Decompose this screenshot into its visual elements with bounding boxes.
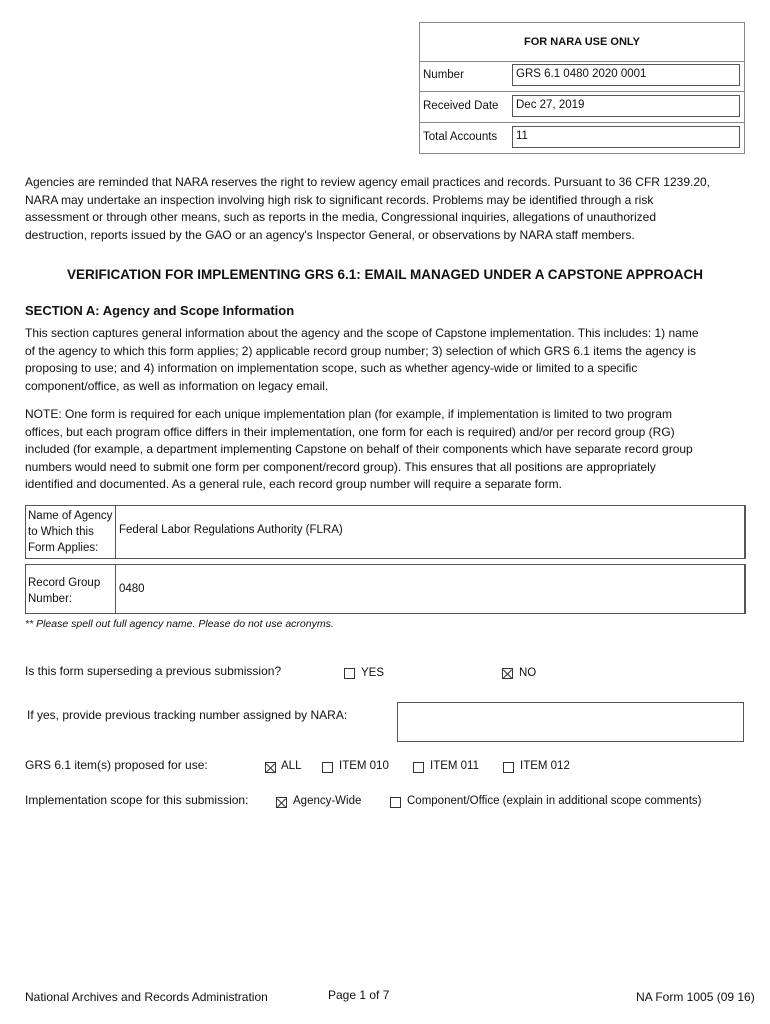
nara-row-received-date	[420, 92, 744, 123]
item-all-checkbox[interactable]	[265, 762, 276, 773]
supersede-yes-label: YES	[361, 667, 385, 679]
tracking-number-label: If yes, provide previous tracking number assigned by NARA:	[27, 708, 348, 722]
spell-out-note: ** Please spell out full agency name. Please do not use acronyms.	[25, 618, 334, 630]
total-accounts-field[interactable]: 11	[512, 126, 740, 148]
supersede-no-checkbox[interactable]	[502, 668, 513, 679]
scope-component-checkbox[interactable]	[390, 797, 401, 808]
item-012-checkbox[interactable]	[503, 762, 514, 773]
footer-form-number: NA Form 1005 (09 16)	[636, 990, 755, 1004]
nara-row-number	[420, 61, 744, 92]
item-012-label: ITEM 012	[520, 760, 570, 772]
item-011-label: ITEM 011	[430, 760, 479, 772]
intro-paragraph	[25, 174, 747, 244]
description-line: This section captures general information about the agency and the scope of Capstone implementation. This includes: 1) name	[25, 326, 699, 340]
item-010-checkbox[interactable]	[322, 762, 333, 773]
section-a-note	[25, 406, 747, 494]
scope-component-label: Component/Office (explain in additional scope comments)	[407, 795, 702, 807]
agency-label-line: Form Applies:	[28, 542, 99, 554]
section-a-description	[25, 325, 747, 395]
received-date-field[interactable]: Dec 27, 2019	[512, 95, 740, 117]
note-line: NOTE: One form is required for each unique implementation plan (for example, if implementation is limited to two program	[25, 407, 672, 421]
scope-agency-wide-checkbox[interactable]	[276, 797, 287, 808]
scope-label: Implementation scope for this submission:	[25, 793, 249, 807]
form-title: VERIFICATION FOR IMPLEMENTING GRS 6.1: EMAIL MANAGED UNDER A CAPSTONE APPROACH	[66, 267, 704, 282]
item-011-checkbox[interactable]	[413, 762, 424, 773]
intro-line: assessment or through other means, such as reports in the media, Congressional inquiries, allegations of unauthorized	[25, 210, 657, 224]
number-label: Number	[423, 69, 464, 81]
intro-line: Agencies are reminded that NARA reserves the right to review agency email practices and records. Pursuant to 36 CFR 1239.20,	[25, 175, 711, 189]
agency-name-field[interactable]: Federal Labor Regulations Authority (FLRA)	[115, 505, 746, 559]
note-line: numbers would need to submit one form per component/record group). This ensures that all positions are appropriately	[25, 459, 656, 474]
record-group-block	[25, 564, 745, 614]
description-line: proposing to use; and 4) information on implementation scope, such as whether agency-wide or limited to a specific	[25, 361, 638, 375]
number-field[interactable]: GRS 6.1 0480 2020 0001	[512, 64, 740, 86]
rg-label-line: Record Group	[28, 577, 101, 589]
supersede-yes-checkbox[interactable]	[344, 668, 355, 679]
supersede-no-label: NO	[519, 667, 537, 679]
agency-name-label	[28, 508, 112, 556]
scope-agency-wide-label: Agency-Wide	[293, 795, 362, 807]
nara-row-total-accounts	[420, 123, 744, 153]
nara-box-title: FOR NARA USE ONLY	[420, 23, 744, 62]
section-a-heading: SECTION A: Agency and Scope Information	[25, 303, 295, 318]
agency-label-line: to Which this	[28, 526, 94, 538]
nara-use-only-box	[419, 22, 745, 154]
description-line: of the agency to which this form applies; 2) applicable record group number; 3) selection of which GRS 6.1 items the agency is	[25, 343, 697, 358]
record-group-field[interactable]: 0480	[115, 564, 746, 614]
note-line: included (for example, a department implementing Capstone on behalf of their components which have separate record group	[25, 442, 693, 456]
agency-label-line: Name of Agency	[28, 510, 113, 522]
description-line: component/office, as well as information on legacy email.	[25, 378, 329, 393]
item-010-label: ITEM 010	[339, 760, 389, 772]
tracking-number-field[interactable]	[397, 702, 744, 742]
intro-line: NARA may undertake an inspection involving high risk to significant records. Problems may be identified through a risk	[25, 192, 654, 207]
footer-organization: National Archives and Records Administration	[25, 990, 268, 1004]
agency-name-block	[25, 505, 745, 559]
total-accounts-label: Total Accounts	[423, 131, 498, 143]
grs-items-label: GRS 6.1 item(s) proposed for use:	[25, 758, 208, 772]
intro-line: destruction, reports issued by the GAO or an agency's Inspector General, or observations by NARA staff members.	[25, 227, 635, 242]
record-group-label	[28, 575, 100, 607]
received-date-label: Received Date	[423, 100, 499, 112]
footer-page-number: Page 1 of 7	[328, 988, 390, 1002]
item-all-label: ALL	[281, 760, 302, 772]
supersede-question: Is this form superseding a previous submission?	[25, 664, 282, 678]
rg-label-line: Number:	[28, 593, 73, 605]
note-line: identified and documented. As a general rule, each record group number will require a separate form.	[25, 477, 562, 491]
note-line: offices, but each program office differs in their implementation, one form for each is required) and/or per record group (RG)	[25, 424, 675, 439]
